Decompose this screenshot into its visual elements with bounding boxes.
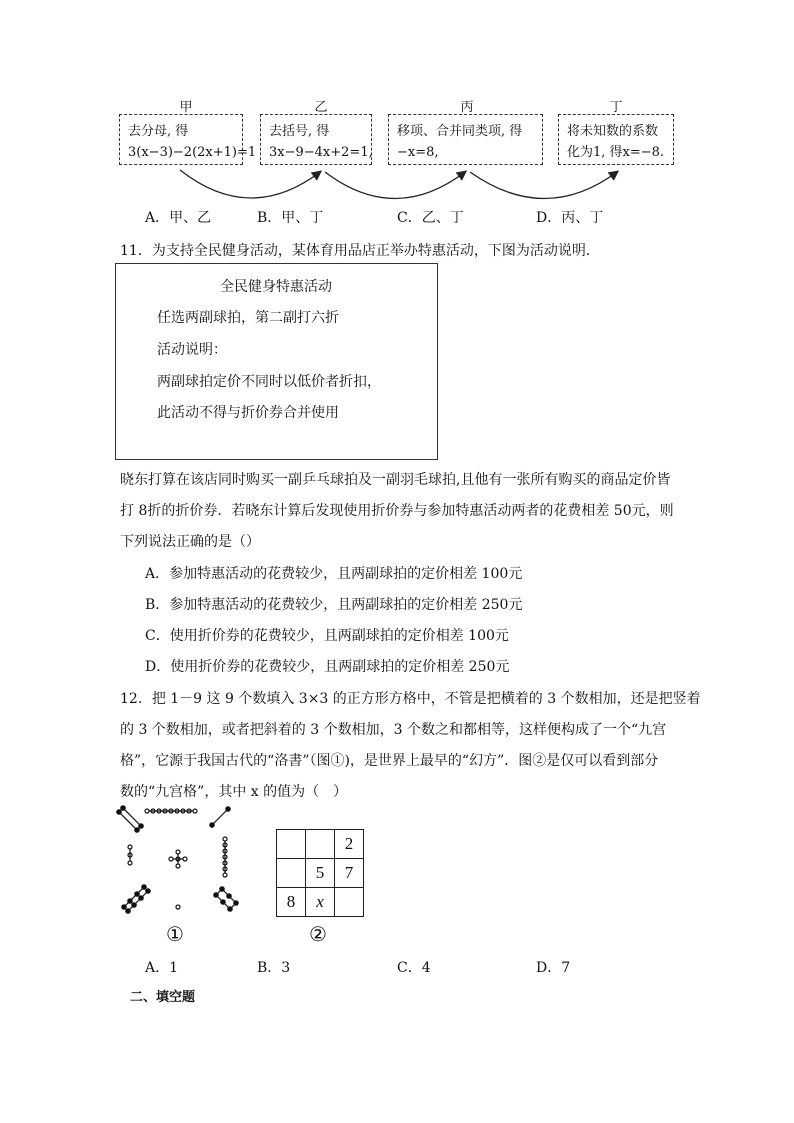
- figure-1-label: ①: [166, 922, 184, 946]
- promotion-notice-box: [115, 263, 438, 460]
- step-text: 化为1, 得x=−8.: [567, 145, 665, 160]
- magic-square-grid: [276, 829, 364, 917]
- grid-cell: 7: [335, 859, 364, 888]
- q12-option-b: B．3: [257, 960, 291, 976]
- q12-stem-line: 格”，它源于我国古代的“洛書”（图①)，是世界上最早的“幻方”．图②是仅可以看到部分: [120, 753, 659, 769]
- section-heading: 二、填空题: [130, 990, 196, 1005]
- grid-cell: [306, 830, 335, 859]
- q12-option-d: D．7: [536, 960, 571, 976]
- step-text: 移项、合并同类项, 得: [397, 124, 523, 139]
- step-label-yi: 乙: [314, 100, 328, 115]
- flow-arrows: [0, 0, 794, 210]
- luoshu-top-nine: [145, 809, 197, 813]
- q12-option-c: C．4: [397, 960, 431, 976]
- step-text: 去括号, 得: [269, 124, 330, 139]
- q10-option-b: B．甲、丁: [257, 210, 324, 226]
- q11-paragraph-line: 晓东打算在该店同时购买一副乒乓球拍及一副羽毛球拍,且他有一张所有购买的商品定价皆: [120, 472, 671, 488]
- q10-option-c: C．乙、丁: [397, 210, 464, 226]
- grid-cell: 5: [306, 859, 335, 888]
- notice-title: 全民健身特惠活动: [220, 279, 332, 295]
- q12-stem-line: 的 3 个数相加，或者把斜着的 3 个数相加，3 个数之和都相等，这样便构成了一个“九宫: [120, 722, 667, 738]
- grid-cell: [277, 859, 306, 888]
- q11-paragraph-line: 打 8折的折价券．若晓东计算后发现使用折价券与参加特惠活动两者的花费相差 50元，则: [120, 503, 674, 519]
- step-text: 去分母, 得: [128, 124, 189, 139]
- q11-option-c: C．使用折价券的花费较少，且两副球拍的定价相差 100元: [145, 628, 509, 644]
- luoshu-diagram: [112, 803, 242, 918]
- q11-option-d: D．使用折价券的花费较少，且两副球拍的定价相差 250元: [145, 659, 510, 675]
- step-label-bing: 丙: [460, 100, 474, 115]
- notice-line: 任选两副球拍，第二副打六折: [157, 310, 339, 326]
- step-text: −x=8,: [397, 145, 439, 160]
- notice-line: 活动说明：: [157, 342, 227, 358]
- notice-line: 两副球拍定价不同时以低价者折扣，: [157, 374, 381, 390]
- step-text: 3(x−3)−2(2x+1)=1: [128, 145, 257, 160]
- q11-stem: 11．为支持全民健身活动，某体育用品店正举办特惠活动，下图为活动说明．: [120, 243, 600, 259]
- figure-2-label: ②: [309, 922, 327, 946]
- grid-cell: 2: [335, 830, 364, 859]
- step-text: 3x−9−4x+2=1,: [269, 145, 373, 160]
- step-label-ding: 丁: [609, 100, 623, 115]
- q11-option-a: A．参加特惠活动的花费较少，且两副球拍的定价相差 100元: [145, 566, 523, 582]
- grid-cell: 8: [277, 888, 306, 917]
- q11-paragraph-line: 下列说法正确的是（）: [120, 534, 260, 550]
- step-text: 将未知数的系数: [567, 124, 659, 139]
- q12-stem-line: 数的“九宫格”，其中 x 的值为（ ）: [120, 784, 348, 800]
- q12-option-a: A．1: [145, 960, 179, 976]
- q12-stem-line: 12．把 1－9 这 9 个数填入 3×3 的正方形方格中，不管是把横着的 3 个数相加，还是把竖着: [120, 691, 701, 707]
- q10-option-d: D．丙、丁: [536, 210, 604, 226]
- q11-option-b: B．参加特惠活动的花费较少，且两副球拍的定价相差 250元: [145, 597, 523, 613]
- grid-cell: [335, 888, 364, 917]
- grid-cell: x: [306, 888, 335, 917]
- q10-option-a: A．甲、乙: [145, 210, 212, 226]
- grid-cell: [277, 830, 306, 859]
- step-label-jia: 甲: [179, 100, 193, 115]
- notice-line: 此活动不得与折价券合并使用: [157, 405, 339, 421]
